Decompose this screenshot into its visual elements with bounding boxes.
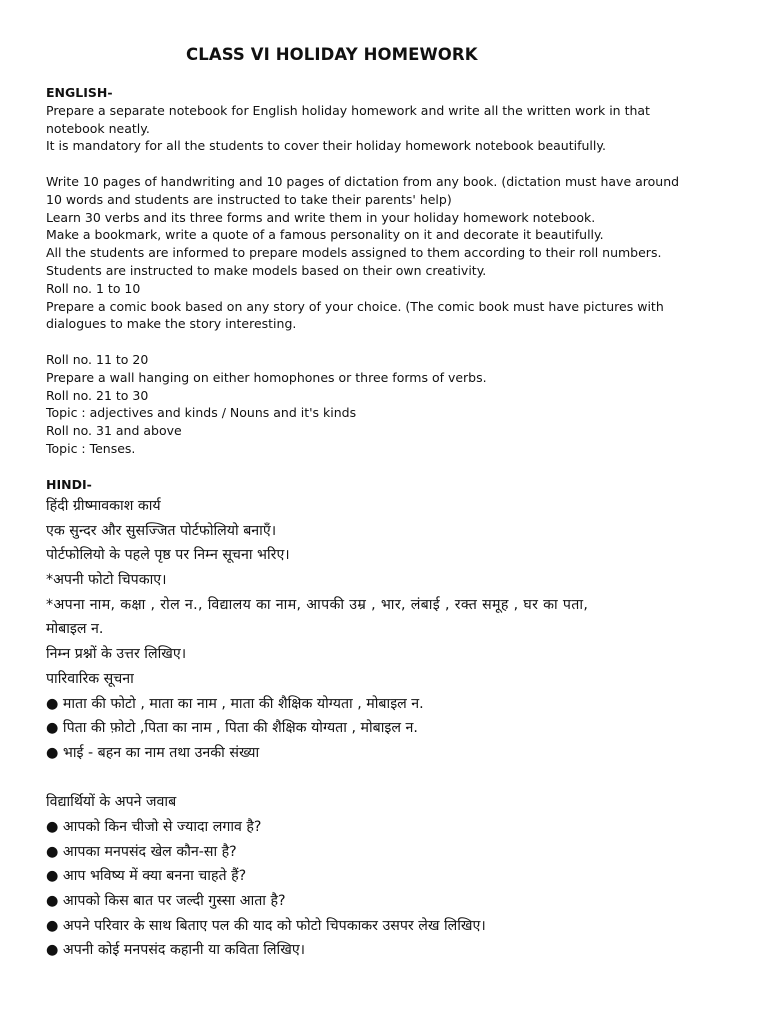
hindi-line: एक सुन्दर और सुसज्जित पोर्टफोलियो बनाएँ। bbox=[46, 522, 277, 539]
paragraph-gap bbox=[46, 333, 736, 351]
english-heading: ENGLISH- bbox=[46, 85, 113, 100]
paragraph-gap bbox=[46, 766, 736, 791]
english-section bbox=[46, 84, 736, 458]
hindi-line: पारिवारिक सूचना bbox=[46, 670, 134, 687]
document-title: CLASS VI HOLIDAY HOMEWORK bbox=[186, 45, 478, 64]
english-line: Make a bookmark, write a quote of a famous personality on it and decorate it beautifully. bbox=[46, 227, 604, 243]
hindi-list-item: ● अपनी कोई मनपसंद कहानी या कविता लिखिए। bbox=[46, 942, 306, 959]
english-line: All the students are informed to prepare models assigned to them according to their roll numbers. bbox=[46, 245, 662, 261]
english-line: Learn 30 verbs and its three forms and write them in your holiday homework notebook. bbox=[46, 209, 596, 225]
hindi-line: पोर्टफोलियो के पहले पृष्ठ पर निम्न सूचना भरिए। bbox=[46, 547, 290, 564]
hindi-line: मोबाइल न. bbox=[46, 621, 104, 638]
english-line: Roll no. 31 and above bbox=[46, 423, 182, 439]
english-line: notebook neatly. bbox=[46, 120, 150, 136]
hindi-line: विद्यार्थियों के अपने जवाब bbox=[46, 794, 177, 811]
english-line: It is mandatory for all the students to cover their holiday homework notebook beautifully. bbox=[46, 138, 606, 154]
english-line: Roll no. 21 to 30 bbox=[46, 387, 149, 403]
english-line: Roll no. 1 to 10 bbox=[46, 280, 141, 296]
hindi-list-item: ● अपने परिवार के साथ बिताए पल की याद को फोटो चिपकाकर उसपर लेख लिखिए। bbox=[46, 917, 486, 934]
hindi-list-item: ● भाई - बहन का नाम तथा उनकी संख्या bbox=[46, 744, 260, 761]
hindi-list-item: ● आपको किन चीजो से ज्यादा लगाव है? bbox=[46, 818, 262, 835]
hindi-list-item: ● माता की फोटो , माता का नाम , माता की शैक्षिक योग्यता , मोबाइल न. bbox=[46, 695, 424, 712]
english-line: Write 10 pages of handwriting and 10 pages of dictation from any book. (dictation must have around bbox=[46, 173, 680, 189]
english-line: Students are instructed to make models based on their own creativity. bbox=[46, 262, 487, 278]
english-line: dialogues to make the story interesting. bbox=[46, 316, 297, 332]
hindi-list-item: ● आप भविष्य में क्या बनना चाहते हैं? bbox=[46, 868, 247, 885]
english-line: Prepare a separate notebook for English holiday homework and write all the written work in that bbox=[46, 102, 650, 118]
english-line: Roll no. 11 to 20 bbox=[46, 351, 149, 367]
hindi-section bbox=[46, 476, 736, 963]
hindi-list-item: ● आपका मनपसंद खेल कौन-सा है? bbox=[46, 843, 237, 860]
english-line: Topic : adjectives and kinds / Nouns and it's kinds bbox=[46, 405, 357, 421]
english-line: Prepare a wall hanging on either homophones or three forms of verbs. bbox=[46, 369, 487, 385]
english-line: Topic : Tenses. bbox=[46, 440, 136, 456]
hindi-list-item: ● पिता की फ़ोटो ,पिता का नाम , पिता की शैक्षिक योग्यता , मोबाइल न. bbox=[46, 720, 418, 737]
paragraph-gap bbox=[46, 155, 736, 173]
hindi-line: *अपनी फोटो चिपकाए। bbox=[46, 572, 167, 589]
english-line: Prepare a comic book based on any story of your choice. (The comic book must have pictures with bbox=[46, 298, 664, 314]
hindi-list-item: ● आपको किस बात पर जल्दी गुस्सा आता है? bbox=[46, 893, 286, 909]
hindi-line: निम्न प्रश्नों के उत्तर लिखिए। bbox=[46, 646, 187, 663]
hindi-line: हिंदी ग्रीष्मावकाश कार्य bbox=[46, 498, 161, 514]
english-line: 10 words and students are instructed to take their parents' help) bbox=[46, 191, 452, 207]
hindi-heading: HINDI- bbox=[46, 477, 92, 492]
hindi-line: *अपना नाम, कक्षा , रोल न., विद्यालय का नाम, आपकी उम्र , भार, लंबाई , रक्त समूह , घर का पता, bbox=[46, 596, 589, 613]
